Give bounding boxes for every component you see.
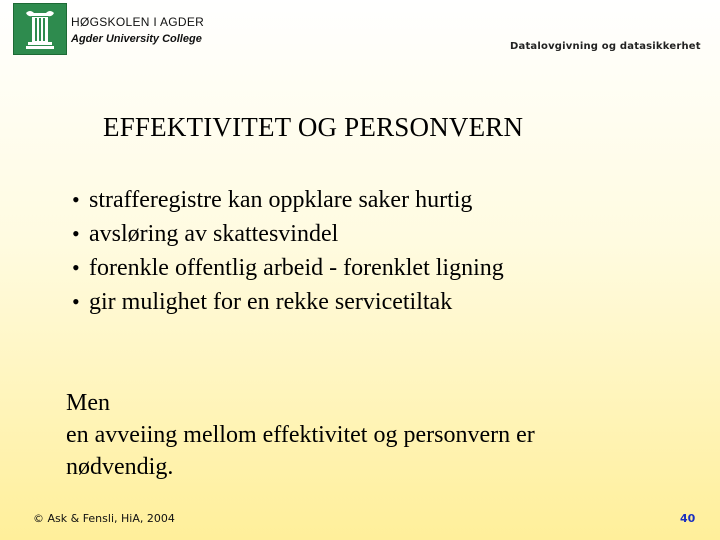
conclusion-line: nødvendig.	[66, 454, 174, 480]
bullet-item	[72, 217, 504, 251]
bullet-text: strafferegistre kan oppklare saker hurtig	[89, 187, 473, 213]
bullet-icon: •	[72, 289, 80, 314]
bullet-text: avsløring av skattesvindel	[89, 221, 339, 247]
bullet-text: gir mulighet for en rekke servicetiltak	[89, 289, 453, 315]
pillar-logo-icon	[14, 4, 66, 54]
conclusion-line: en avveiing mellom effektivitet og personvern er	[66, 422, 535, 448]
school-name: HØGSKOLEN I AGDER	[71, 15, 205, 29]
bullet-text: forenkle offentlig arbeid - forenklet ligning	[89, 255, 504, 281]
bullet-icon: •	[72, 255, 80, 280]
conclusion-line: Men	[66, 390, 110, 416]
school-logo-icon	[13, 3, 67, 55]
slide-title: EFFEKTIVITET OG PERSONVERN	[103, 112, 524, 142]
footer-copyright: © Ask & Fensli, HiA, 2004	[33, 512, 175, 525]
bullet-item	[72, 285, 504, 319]
bullet-item	[72, 251, 504, 285]
page-number: 40	[680, 512, 696, 525]
school-subtitle: Agder University College	[71, 33, 202, 45]
bullet-icon: •	[72, 187, 80, 212]
bullet-item	[72, 183, 504, 217]
bullet-icon: •	[72, 221, 80, 246]
conclusion-text	[66, 387, 535, 483]
bullet-list	[72, 183, 504, 319]
course-title: Datalovgivning og datasikkerhet	[510, 41, 701, 52]
